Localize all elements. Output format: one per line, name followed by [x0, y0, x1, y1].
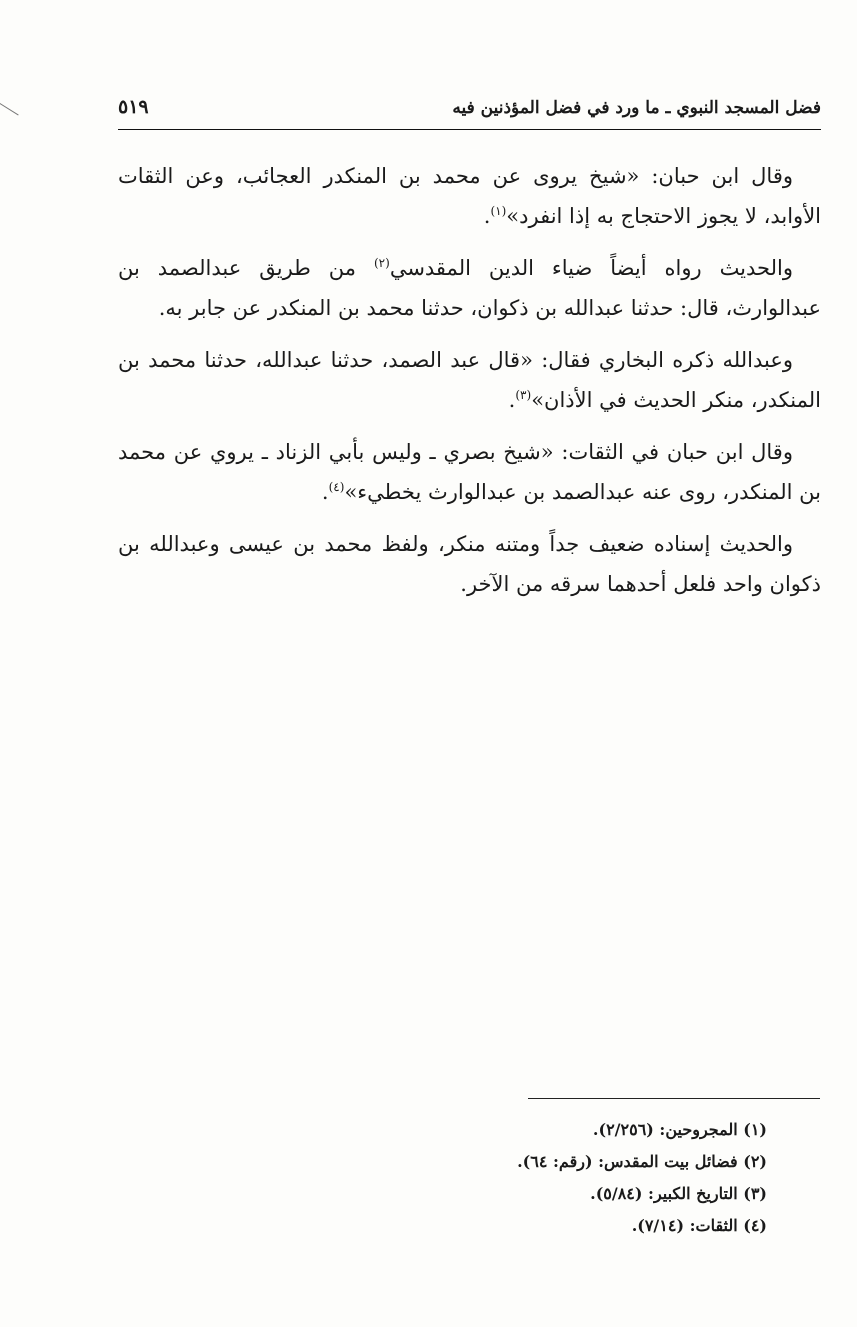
footnote-rule — [528, 1098, 820, 1099]
footnote: (١) المجروحين: (٢/٢٥٦). — [592, 1120, 767, 1139]
scan-mark — [0, 103, 19, 116]
paragraph: وعبدالله ذكره البخاري فقال: «قال عبد الصمد، حدثنا عبدالله، حدثنا محمد بن المنكدر، منكر الحديث في الأذان»$^{(٣)}$. — [118, 348, 821, 412]
paragraph: والحديث إسناده ضعيف جداً ومتنه منكر، ولفظ محمد بن عيسى وعبدالله بن ذكوان واحد فلعل أحدهما سرقه من الآخر. — [118, 532, 821, 596]
footnotes — [300, 1114, 767, 1242]
footnote: (٢) فضائل بيت المقدس: (رقم: ٦٤). — [517, 1152, 767, 1171]
footnote: (٣) التاريخ الكبير: (٥/٨٤). — [590, 1184, 767, 1203]
paragraph: والحديث رواه أيضاً ضياء الدين المقدسي$^{(٢)}$ من طريق عبدالصمد بن عبدالوارث، قال: حدثنا عبدالله بن ذكوان، حدثنا محمد بن المنكدر عن جابر به. — [118, 256, 821, 320]
footnote-ref: (٣) — [515, 388, 532, 402]
header-rule — [118, 129, 821, 130]
body-text — [118, 156, 821, 616]
footnote: (٤) الثقات: (٧/١٤). — [631, 1216, 767, 1235]
footnote-ref: (١) — [490, 204, 507, 218]
running-title: فضل المسجد النبوي ـ ما ورد في فضل المؤذنين فيه — [452, 98, 821, 118]
page-number: ٥١٩ — [118, 96, 149, 118]
paragraph: وقال ابن حبان: «شيخ يروى عن محمد بن المنكدر العجائب، وعن الثقات الأوابد، لا يجوز الاحتجاج به إذا انفرد»$^{(١)}$. — [118, 164, 821, 228]
page-header — [118, 84, 821, 118]
footnote-ref: (٤) — [328, 480, 345, 494]
footnote-ref: (٢) — [373, 256, 390, 270]
paragraph: وقال ابن حبان في الثقات: «شيخ بصري ـ وليس بأبي الزناد ـ يروي عن محمد بن المنكدر، روى عنه عبدالصمد بن عبدالوارث يخطيء»$^{(٤)}$. — [118, 440, 821, 504]
